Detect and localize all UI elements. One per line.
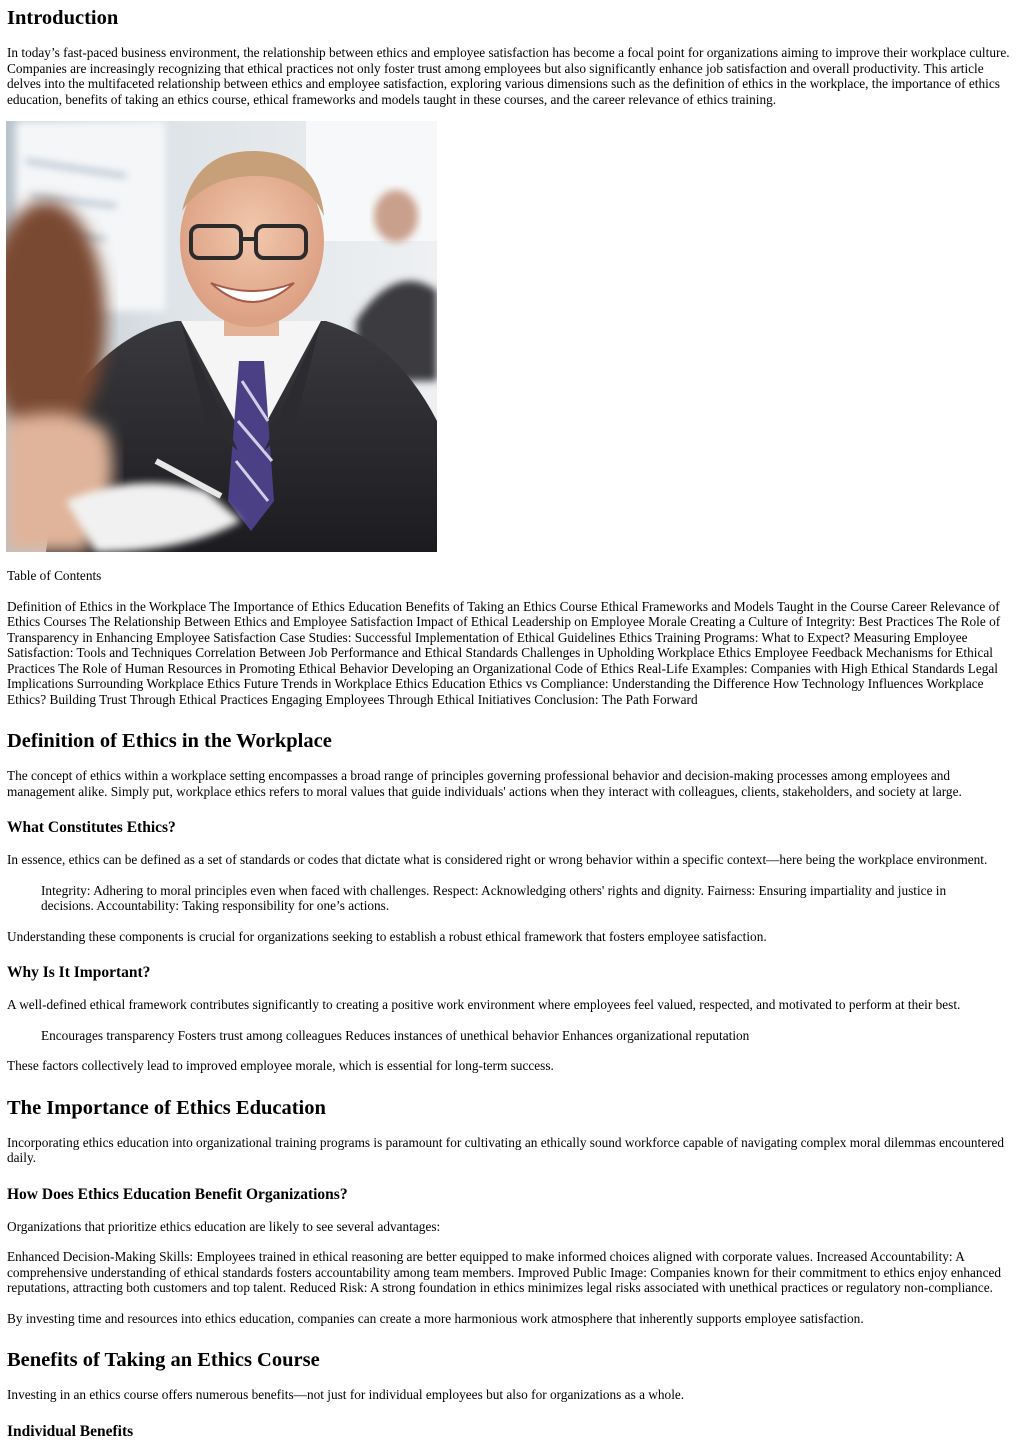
toc-entries: Definition of Ethics in the Workplace The Importance of Ethics Education Benefits of Taking an Ethics Course Ethical Frameworks and Models Taught in the Course Career Relevance of Ethics Courses The Relationship Between Ethics and Employee Satisfaction Impact of Ethical Leadership on Employee Morale Creating a Culture of Integrity: Best Practices The Role of Transparency in Enhancing Employee Satisfaction Case Studies: Successful Implementation of Ethical Guidelines Ethics Training Programs: What to Expect? Measuring Employee Satisfaction: Tools and Techniques Correlation Between Job Performance and Ethical Standards Challenges in Upholding Workplace Ethics Employee Feedback Mechanisms for Ethical Practices The Role of Human Resources in Promoting Ethical Behavior Developing an Organizational Code of Ethics Real-Life Examples: Companies with High Ethical Standards Legal Implications Surrounding Workplace Ethics Future Trends in Workplace Ethics Education Ethics vs Compliance: Understanding the Difference How Technology Influences Workplace Ethics? Building Trust Through Ethical Practices Engaging Employees Through Ethical Initiatives Conclusion: The Path Forward <box>7 598 1001 707</box>
education-benefit-heading: How Does Ethics Education Benefit Organizations? <box>7 1185 348 1203</box>
education-benefit-paragraph: Organizations that prioritize ethics education are likely to see several advantages: <box>7 1218 441 1234</box>
definition-heading: Definition of Ethics in the Workplace <box>7 730 332 752</box>
course-heading: Benefits of Taking an Ethics Course <box>7 1349 320 1371</box>
toc-label: Table of Contents <box>7 568 102 583</box>
what-constitutes-paragraph: In essence, ethics can be defined as a set of standards or codes that dictate what is considered right or wrong behavior within a specific context—here being the workplace environment. <box>7 852 988 867</box>
education-benefit-list: Enhanced Decision-Making Skills: Employees trained in ethical reasoning are better equipped to make informed choices aligned with corporate values. Increased Accountability: A comprehensive understanding of ethical standards fosters accountability among team members. Improved Public Image: Companies known for their commitment to ethics enjoy enhanced reputations, attracting both customers and top talent. Reduced Risk: A strong foundation in ethics minimizes legal risks associated with unethical practices or regulatory non-compliance. <box>7 1249 1002 1295</box>
why-important-paragraph: A well-defined ethical framework contributes significantly to creating a positive work environment where employees feel valued, respected, and motivated to perform at their best. <box>7 997 961 1012</box>
intro-paragraph: In today’s fast-paced business environment, the relationship between ethics and employee satisfaction has become a focal point for organizations aiming to improve their workplace culture. Companies are increasingly recognizing that ethical practices not only foster trust among employees but also significantly enhance job satisfaction and overall productivity. This article delves into the multifaceted relationship between ethics and employee satisfaction, exploring various dimensions such as the definition of ethics in the workplace, the importance of ethics education, benefits of taking an ethics course, ethical frameworks and models taught in these courses, and the career relevance of ethics training. <box>7 45 1010 107</box>
why-important-quote: Encourages transparency Fosters trust among colleagues Reduces instances of unethical behavior Enhances organizational reputation <box>41 1027 750 1043</box>
why-important-heading: Why Is It Important? <box>7 964 151 981</box>
education-paragraph: Incorporating ethics education into organizational training programs is paramount for cultivating an ethically sound workforce capable of navigating complex moral dilemmas encountered daily. <box>7 1134 1005 1165</box>
course-paragraph: Investing in an ethics course offers numerous benefits—not just for individual employees but also for organizations as a whole. <box>7 1387 685 1402</box>
ethics-components-quote: Integrity: Adhering to moral principles even when faced with challenges. Respect: Acknowledging others' rights and dignity. Fairness: Ensuring impartiality and justice in decisions. Accountability: Taking responsibility for one’s actions. <box>41 882 947 913</box>
why-important-closing: These factors collectively lead to improved employee morale, which is essential for long-term success. <box>7 1058 554 1073</box>
what-constitutes-heading: What Constitutes Ethics? <box>7 819 176 836</box>
article <box>0 6 1024 1441</box>
education-heading: The Importance of Ethics Education <box>7 1096 326 1119</box>
intro-heading: Introduction <box>7 7 119 29</box>
businessman-photo <box>6 121 437 552</box>
definition-paragraph: The concept of ethics within a workplace setting encompasses a broad range of principles governing professional behavior and decision-making processes among employees and management alike. Simply put, workplace ethics refers to moral values that guide individuals' actions when they interact with colleagues, clients, stakeholders, and society at large. <box>7 768 962 799</box>
education-benefit-closing: By investing time and resources into ethics education, companies can create a more harmonious work atmosphere that inherently supports employee satisfaction. <box>7 1310 864 1326</box>
what-constitutes-closing: Understanding these components is crucial for organizations seeking to establish a robust ethical framework that fosters employee satisfaction. <box>7 928 767 944</box>
individual-benefits-heading: Individual Benefits <box>7 1422 134 1440</box>
